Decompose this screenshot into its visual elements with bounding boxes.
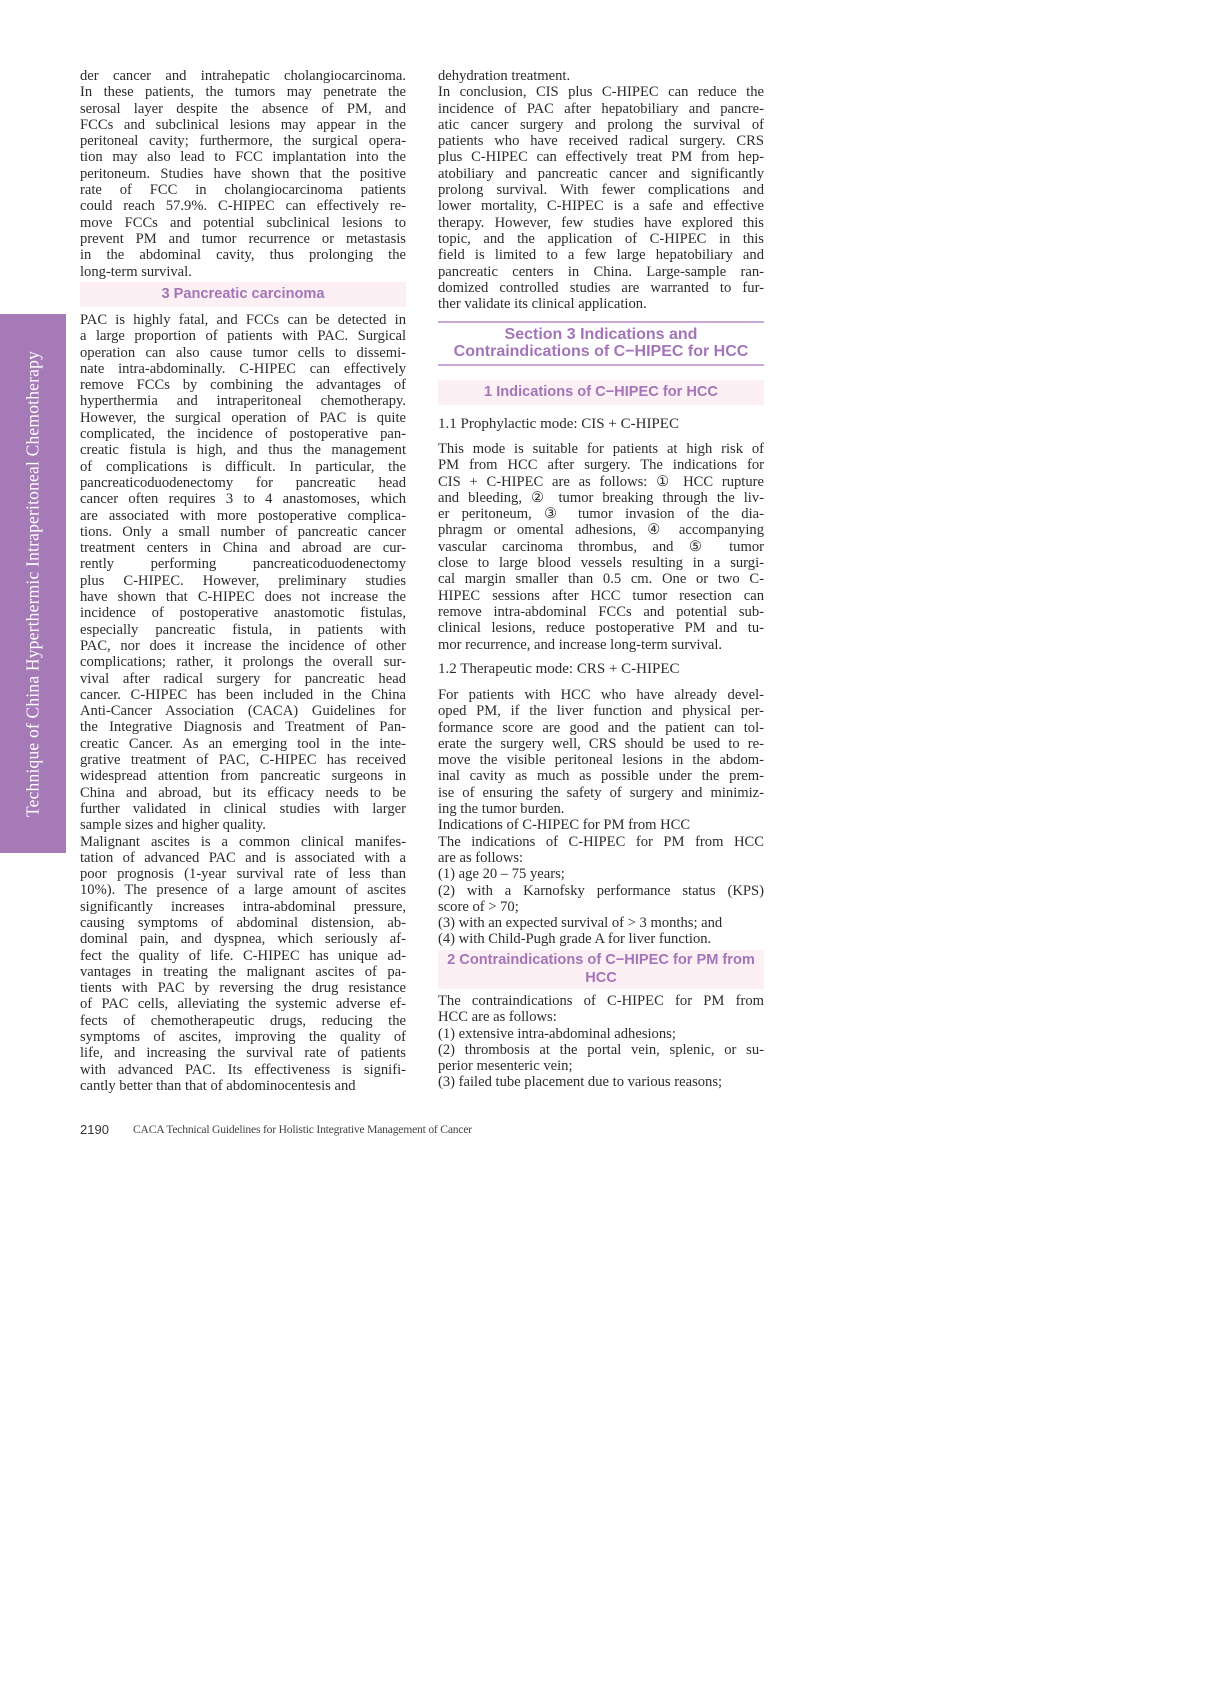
side-tab-title: Technique of China Hyperthermic Intraperitoneal Chemotherapy: [22, 350, 43, 818]
text-line: erate the surgery well, CRS should be used to re-: [438, 735, 764, 752]
text-line: nate intra-abdominally. C-HIPEC can effectively: [80, 360, 406, 377]
text-line: HIPEC sessions after HCC tumor resection can: [438, 587, 764, 604]
text-line: China and abroad, but its efficacy needs to be: [80, 784, 406, 801]
text-line: field is limited to a few large hepatobiliary and: [438, 247, 764, 264]
text-line: significantly increases intra-abdominal pressure,: [80, 898, 406, 915]
text-line: mor recurrence, and increase long-term survival.: [438, 636, 723, 653]
subsection-heading-contraindications: [438, 950, 764, 989]
text-line: remove intra-abdominal FCCs and potential sub-: [438, 603, 764, 620]
text-line: rently performing pancreaticoduodenectomy: [80, 556, 406, 573]
text-line: Indications of C-HIPEC for PM from HCC: [438, 817, 691, 834]
text-line: peritoneum. Studies have shown that the positive: [80, 165, 406, 182]
section-rule-top: [438, 321, 764, 323]
text-line: However, the surgical operation of PAC is quite: [80, 409, 406, 426]
section-title: [438, 327, 764, 360]
text-line: complications; rather, it prolongs the overall sur-: [80, 654, 406, 671]
text-line: (2) thrombosis at the portal vein, splenic, or su-: [438, 1041, 764, 1058]
text-line: cal margin smaller than 0.5 cm. One or two C-: [438, 571, 764, 588]
text-line: cancer often requires 3 to 4 anastomoses, which: [80, 491, 406, 508]
text-line: operation can also cause tumor cells to dissemi-: [80, 344, 406, 361]
text-line: plus C-HIPEC. However, preliminary studies: [80, 572, 406, 589]
text-line: life, and increasing the survival rate of patients: [80, 1045, 406, 1062]
text-line: prolong survival. With fewer complications and: [438, 182, 764, 199]
text-line: vival after radical surgery for pancreatic head: [80, 670, 406, 687]
heading-line-1: 2 Contraindications of C−HIPEC for PM from: [447, 952, 755, 968]
page-number: 2190: [80, 1122, 109, 1137]
text-line: pancreatic centers in China. Large-sample ran-: [438, 263, 764, 280]
text-line: treatment centers in China and abroad are cur-: [80, 540, 406, 557]
text-line: rate of FCC in cholangiocarcinoma patients: [80, 182, 406, 199]
text-line: cancer. C-HIPEC has been included in the China: [80, 686, 406, 703]
text-line: poor prognosis (1-year survival rate of less than: [80, 866, 406, 883]
text-line: are associated with more postoperative complica-: [80, 507, 406, 524]
text-line: In these patients, the tumors may penetrate the: [80, 84, 406, 101]
text-line: peritoneal cavity; furthermore, the surgical opera-: [80, 133, 406, 150]
text-line: vantages in treating the malignant ascites of pa-: [80, 963, 406, 980]
text-line: Anti-Cancer Association (CACA) Guidelines for: [80, 703, 406, 720]
text-line: This mode is suitable for patients at high risk of: [438, 441, 764, 457]
section-title-line-1: Section 3 Indications and: [504, 326, 698, 343]
heading-line-2: HCC: [585, 970, 617, 986]
text-line: er peritoneum, ③ tumor invasion of the dia-: [438, 506, 764, 523]
side-tab: [0, 314, 66, 853]
text-line: and bleeding, ② tumor breaking through the liv-: [438, 489, 764, 506]
left-column-text-1: [80, 68, 406, 280]
right-column-text-4: [438, 993, 764, 1091]
text-line: der cancer and intrahepatic cholangiocarcinoma.: [80, 68, 406, 84]
text-line: with advanced PAC. Its effectiveness is signifi-: [80, 1061, 406, 1078]
text-line: pancreaticoduodenectomy for pancreatic head: [80, 474, 406, 491]
text-line: tients with PAC by reversing the drug resistance: [80, 980, 406, 997]
text-line: perior mesenteric vein;: [438, 1058, 573, 1075]
text-line: HCC are as follows:: [438, 1009, 557, 1026]
text-line: PAC is highly fatal, and FCCs can be detected in: [80, 312, 406, 328]
right-column-text-1: [438, 68, 764, 312]
text-line: of PAC cells, alleviating the systemic adverse ef-: [80, 996, 406, 1013]
text-line: (3) failed tube placement due to various reasons;: [438, 1074, 723, 1091]
text-line: move the visible peritoneal lesions in the abdom-: [438, 752, 764, 769]
text-line: long-term survival.: [80, 263, 192, 280]
text-line: ing the tumor burden.: [438, 801, 565, 818]
text-line: The indications of C-HIPEC for PM from HCC: [438, 833, 764, 850]
text-line: move FCCs and potential subclinical lesions to: [80, 214, 406, 231]
text-line: atobiliary and pancreatic cancer and significantly: [438, 165, 764, 182]
text-line: cantly better than that of abdominocentesis and: [80, 1077, 360, 1094]
text-line: inal cavity as much as possible under the prem-: [438, 768, 764, 785]
text-line: In conclusion, CIS plus C-HIPEC can reduce the: [438, 84, 764, 101]
text-line: lower mortality, C-HIPEC is a safe and effective: [438, 198, 764, 215]
text-line: plus C-HIPEC can effectively treat PM from hep-: [438, 149, 764, 166]
text-line: atic cancer surgery and prolong the survival of: [438, 116, 764, 133]
text-line: patients who have received radical surgery. CRS: [438, 133, 764, 150]
text-line: (4) with Child-Pugh grade A for liver function.: [438, 931, 712, 948]
text-line: domized controlled studies are warranted to fur-: [438, 279, 764, 296]
right-column-text-3: [438, 687, 764, 948]
text-line: (1) age 20 – 75 years;: [438, 866, 565, 883]
text-line: Malignant ascites is a common clinical manifes-: [80, 833, 406, 850]
text-line: especially pancreatic fistula, in patients with: [80, 621, 406, 638]
text-line: dominal pain, and dyspnea, which seriously af-: [80, 931, 406, 948]
text-line: PM from HCC after surgery. The indications for: [438, 457, 764, 474]
text-line: score of > 70;: [438, 898, 519, 915]
section-rule-bottom: [438, 364, 764, 366]
text-line: sample sizes and higher quality.: [80, 817, 266, 834]
left-column-text-2: [80, 312, 406, 1094]
subheading-therapeutic: 1.2 Therapeutic mode: CRS + C-HIPEC: [438, 661, 680, 677]
text-line: (2) with a Karnofsky performance status (KPS): [438, 882, 764, 899]
text-line: close to large blood vessels resulting in a surgi-: [438, 555, 764, 572]
text-line: oped PM, if the liver function and physical per-: [438, 703, 764, 720]
text-line: the Integrative Diagnosis and Treatment of Pan-: [80, 719, 406, 736]
text-line: formance score are good and the patient can tol-: [438, 719, 764, 736]
text-line: are as follows:: [438, 849, 524, 866]
text-line: have shown that C-HIPEC does not increase the: [80, 589, 406, 606]
text-line: creatic Cancer. As an emerging tool in the inte-: [80, 735, 406, 752]
text-line: causing symptoms of abdominal distension, ab-: [80, 914, 406, 931]
text-line: 10%). The presence of a large amount of ascites: [80, 882, 406, 899]
text-line: topic, and the application of C-HIPEC in this: [438, 230, 764, 247]
text-line: prevent PM and tumor recurrence or metastasis: [80, 230, 406, 247]
text-line: fects of chemotherapeutic drugs, reducing the: [80, 1012, 406, 1029]
text-line: fect the quality of life. C-HIPEC has unique ad-: [80, 947, 406, 964]
text-line: serosal layer despite the absence of PM, and: [80, 100, 406, 117]
running-title: CACA Technical Guidelines for Holistic Integrative Management of Cancer: [133, 1123, 472, 1136]
text-line: CIS + C-HIPEC are as follows: ① HCC rupture: [438, 473, 764, 490]
text-line: (3) with an expected survival of > 3 months; and: [438, 915, 723, 932]
text-line: FCCs and subclinical lesions may appear in the: [80, 116, 406, 133]
section-title-line-2: Contraindications of C−HIPEC for HCC: [453, 342, 749, 360]
text-line: For patients with HCC who have already devel-: [438, 687, 764, 703]
text-line: ther validate its clinical application.: [438, 296, 647, 313]
text-line: a large proportion of patients with PAC. Surgical: [80, 328, 406, 345]
subsection-heading-indications: 1 Indications of C−HIPEC for HCC: [438, 380, 764, 405]
subheading-prophylactic: 1.1 Prophylactic mode: CIS + C-HIPEC: [438, 416, 679, 432]
text-line: vascular carcinoma thrombus, and ⑤ tumor: [438, 538, 764, 555]
text-line: grative treatment of PAC, C-HIPEC has received: [80, 752, 406, 769]
text-line: PAC, nor does it increase the incidence of other: [80, 637, 406, 654]
text-line: dehydration treatment.: [438, 68, 571, 84]
text-line: tation of advanced PAC and is associated with a: [80, 849, 406, 866]
text-line: tions. Only a small number of pancreatic cancer: [80, 523, 406, 540]
text-line: in the abdominal cavity, thus prolonging the: [80, 247, 406, 264]
text-line: tion may also lead to FCC implantation into the: [80, 149, 406, 166]
text-line: symptoms of ascites, improving the quality of: [80, 1029, 406, 1046]
text-line: creatic fistula is high, and thus the management: [80, 442, 406, 459]
text-line: clinical lesions, reduce postoperative PM and tu-: [438, 620, 764, 637]
text-line: incidence of postoperative anastomotic fistulas,: [80, 605, 406, 622]
text-line: incidence of PAC after hepatobiliary and pancre-: [438, 100, 764, 117]
text-line: complicated, the incidence of postoperative pan-: [80, 426, 406, 443]
right-column-text-2: [438, 441, 764, 653]
text-line: hyperthermia and intraperitoneal chemotherapy.: [80, 393, 406, 410]
text-line: phragm or omental adhesions, ④ accompanying: [438, 522, 764, 539]
subsection-heading-pancreatic: 3 Pancreatic carcinoma: [80, 282, 406, 307]
text-line: The contraindications of C-HIPEC for PM from: [438, 993, 764, 1009]
text-line: could reach 57.9%. C-HIPEC can effectively re-: [80, 198, 406, 215]
text-line: therapy. However, few studies have explored this: [438, 214, 764, 231]
text-line: (1) extensive intra-abdominal adhesions;: [438, 1025, 676, 1042]
text-line: remove FCCs by combining the advantages of: [80, 377, 406, 394]
text-line: ise of ensuring the safety of surgery and minimiz-: [438, 784, 764, 801]
text-line: further validated in clinical studies with larger: [80, 800, 406, 817]
text-line: of complications is difficult. In particular, the: [80, 458, 406, 475]
text-line: widespread attention from pancreatic surgeons in: [80, 768, 406, 785]
